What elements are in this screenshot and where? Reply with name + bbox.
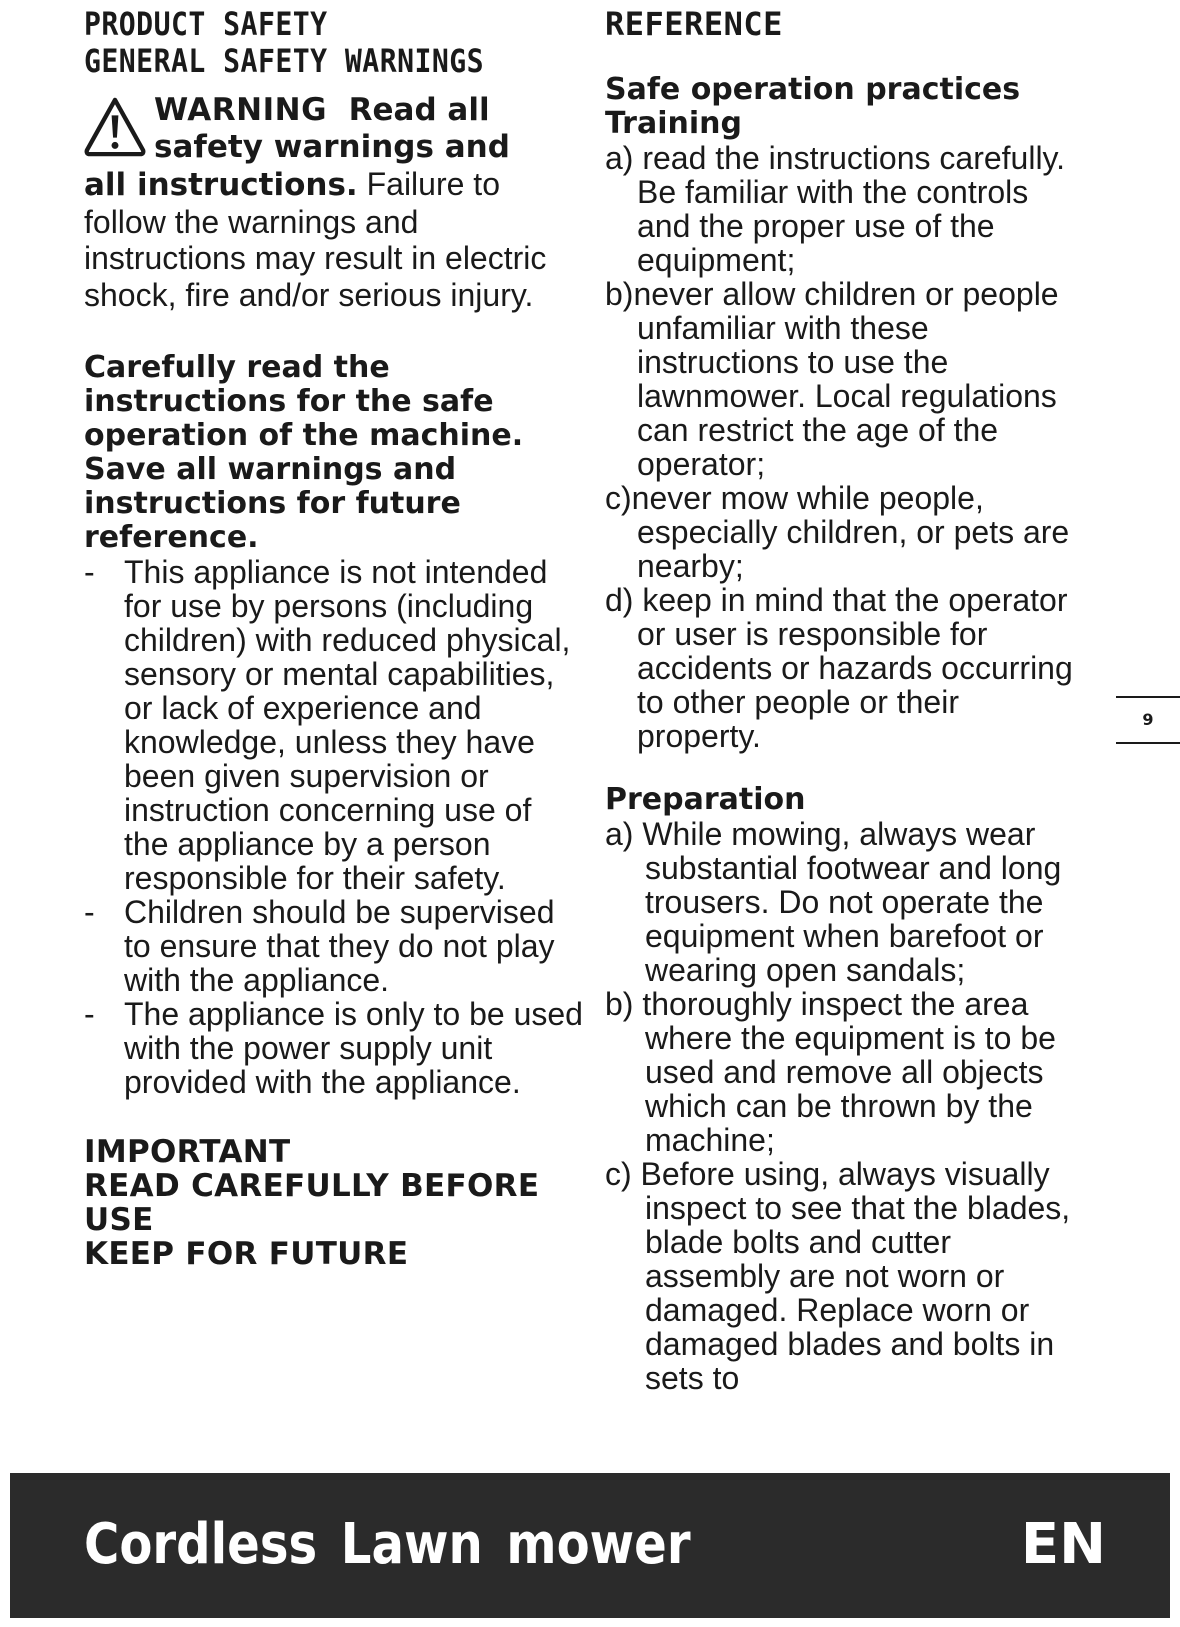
list-marker: a) (605, 816, 634, 852)
important-notice (84, 1135, 584, 1271)
warning-block (84, 92, 584, 313)
list-marker: b) (605, 986, 634, 1022)
notice-line: reference. (84, 520, 259, 555)
important-line: USE (84, 1202, 154, 1238)
read-instructions-notice (84, 351, 584, 555)
preparation-heading: Preparation (605, 782, 806, 817)
section-heading: Safe operation practices (605, 72, 1021, 107)
list-marker: c) (605, 1156, 632, 1192)
list-item-text: read the instructions carefully. Be familiar with the controls and the proper use of the equipment; (637, 140, 1066, 278)
list-item (84, 997, 584, 1099)
notice-line: Carefully read the (84, 350, 390, 385)
right-column (605, 6, 1085, 1395)
list-dash: - (84, 996, 95, 1032)
list-item (605, 481, 1085, 583)
notice-line: instructions for the safe (84, 384, 494, 419)
training-heading: Training (605, 106, 742, 141)
important-line: IMPORTANT (84, 1134, 291, 1170)
list-item-text: The appliance is only to be used with the power supply unit provided with the appliance. (124, 996, 583, 1100)
list-dash: - (84, 554, 95, 590)
list-item (605, 277, 1085, 481)
language-code: EN (1020, 1512, 1106, 1577)
warning-line: safety warnings and (154, 129, 510, 165)
list-item-text: keep in mind that the operator or user is responsible for accidents or hazards occurring to other people or their property. (637, 582, 1073, 754)
warning-label: WARNING (154, 92, 328, 128)
list-item (605, 141, 1085, 277)
page-number: 9 (1142, 710, 1154, 729)
warning-text-lead: Failure to (357, 166, 500, 202)
preparation-list (605, 817, 1085, 1395)
warning-emphasis: all instructions. (84, 167, 358, 203)
list-item-text: Before using, always visually inspect to see that the blades, blade bolts and cutter assembly are not worn or damaged. Replace worn or damaged blades and bolts in sets to (640, 1156, 1071, 1396)
notice-line: operation of the machine. (84, 418, 524, 453)
training-list (605, 141, 1085, 753)
warning-line: Read all (348, 92, 490, 128)
list-item-text: While mowing, always wear substantial footwear and long trousers. Do not operate the equipment when barefoot or wearing open sandals; (642, 816, 1062, 988)
list-marker: b) (605, 276, 634, 312)
title-line: PRODUCT SAFETY (84, 5, 328, 43)
divider (1116, 696, 1180, 698)
section-title (84, 6, 524, 80)
list-item-text: This appliance is not intended for use by persons (including children) with reduced physical, sensory or mental capabilities, or lack of experience and knowledge, unless they have been given supervision or instruction concerning use of the appliance by a person responsible for their safety. (124, 554, 571, 896)
notice-line: Save all warnings and (84, 452, 457, 487)
product-name: Cordless Lawn mower (84, 1512, 691, 1577)
list-item (605, 987, 1085, 1157)
list-item (605, 1157, 1085, 1395)
warning-body: follow the warnings and instructions may result in electric shock, fire and/or serious injury. (84, 203, 547, 313)
list-marker: a) (605, 140, 634, 176)
important-line: READ CAREFULLY BEFORE (84, 1168, 540, 1204)
left-column (84, 6, 584, 1271)
title-line: GENERAL SAFETY WARNINGS (84, 42, 485, 80)
notice-line: instructions for future (84, 486, 461, 521)
list-item (605, 817, 1085, 987)
warning-text (84, 166, 584, 313)
page-number-tab (1116, 696, 1180, 744)
footer-bar (10, 1473, 1170, 1618)
list-marker: c) (605, 480, 632, 516)
reference-title: REFERENCE (605, 5, 783, 43)
warning-triangle-icon (84, 96, 146, 158)
list-item-text: never allow children or people unfamiliar with these instructions to use the lawnmower. Local regulations can restrict the age of the operator; (633, 276, 1059, 482)
list-dash: - (84, 894, 95, 930)
list-item (84, 555, 584, 895)
divider (1116, 742, 1180, 744)
list-item-text: thoroughly inspect the area where the equipment is to be used and remove all objects which can be thrown by the machine; (642, 986, 1056, 1158)
list-item-text: never mow while people, especially children, or pets are nearby; (631, 480, 1070, 584)
important-line: KEEP FOR FUTURE (84, 1236, 409, 1272)
list-item (84, 895, 584, 997)
list-marker: d) (605, 582, 634, 618)
list-item (605, 583, 1085, 753)
list-item-text: Children should be supervised to ensure that they do not play with the appliance. (124, 894, 555, 998)
safety-list (84, 555, 584, 1099)
